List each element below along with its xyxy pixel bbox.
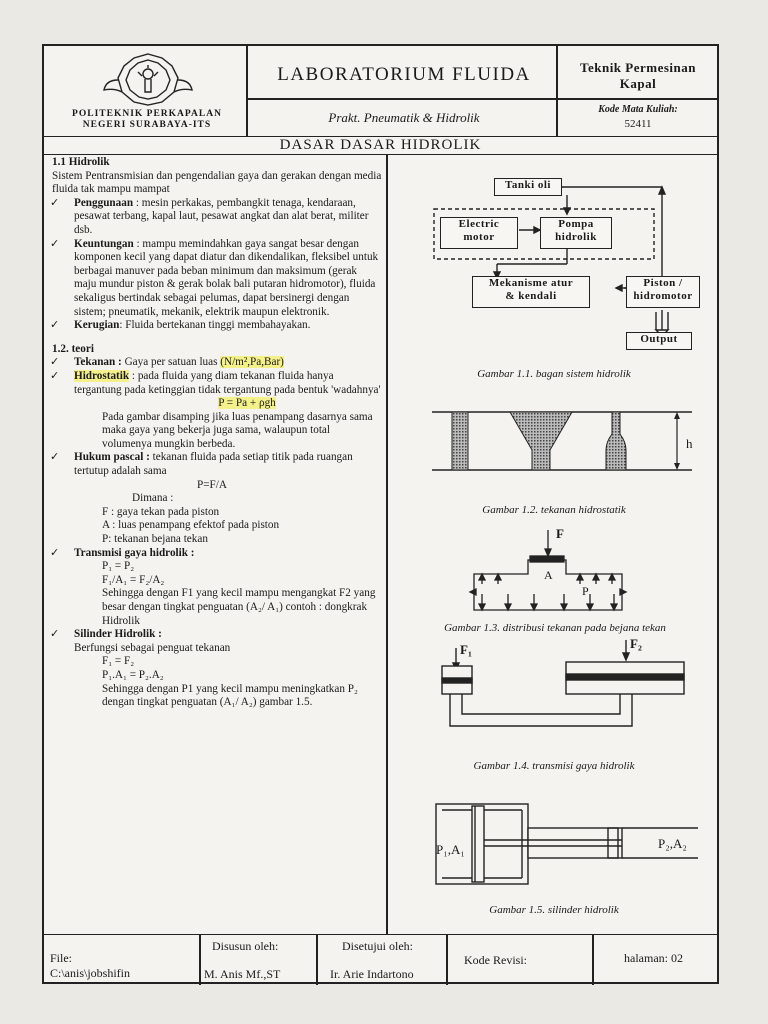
section-1-heading: 1.1 Hidrolik [52,156,110,168]
transmission-formula-2: F₁/A₁ = F₂/A₂ [102,573,165,586]
section-1-intro: Sistem Pentransmisian dan pengendalian gaya dan gerakan dengan media fluida tak mampu mampat [52,169,382,196]
control-block: Mekanisme atur & kendali [472,276,590,308]
output-block: Output [626,332,692,350]
where-a: A : luas penampang efektof pada piston [102,519,280,532]
check-icon: ✓ [50,237,60,250]
section-2-heading: 1.2. teori [52,342,94,355]
pump-block: Pompa hidrolik [540,217,612,249]
figure-1-4-caption: Gambar 1.4. transmisi gaya hidrolik [473,760,635,772]
cylinder-formula-2: P₁.A₁ = P₂.A₂ [102,668,164,681]
check-icon: ✓ [50,319,60,332]
electric-motor-block: Electric motor [440,217,518,249]
hydrostatic-vessels [432,404,712,478]
list-item-pascal: ✓ Hukum pascal : tekanan fluida pada setiap titik pada ruangan tertutup adalah sama [50,451,353,478]
p2-a2-label: P₂,A₂ [658,836,687,851]
revision-code-label: Kode Revisi: [464,953,527,967]
force-f-label: F [556,526,564,541]
check-icon: ✓ [50,451,60,464]
where-p: P: tekanan bejana tekan [102,533,208,546]
cylinder-text: Berfungsi sebagai penguat tekanan [74,641,231,654]
prepared-by-name: M. Anis Mf.,ST [204,967,281,981]
check-icon: ✓ [50,356,60,369]
check-icon: ✓ [50,196,60,209]
text-column [52,156,382,710]
list-item-hydrostatic: ✓ Hidrostatik : pada fluida yang diam tekanan fluida hanya tergantung pada ketinggian tidak tergantung pada bentuk 'wadahnya' [50,369,381,396]
figure-1-1-caption: Gambar 1.1. bagan sistem hidrolik [477,368,631,380]
list-item-transmission: ✓ Transmisi gaya hidrolik : [50,546,195,559]
institution-name: POLITEKNIK PERKAPALAN NEGERI SURABAYA-ITS [72,109,222,130]
check-icon: ✓ [50,546,60,559]
list-item-disadvantage: ✓ Kerugian: Fluida bertekanan tinggi membahayakan. [50,319,311,332]
cylinder-note: Sehingga dengan P1 yang kecil mampu meningkatkan P₂ dengan tingkat penguatan (A₁/ A₂) gambar 1.5. [102,682,358,709]
where-label: Dimana : [132,492,174,505]
list-item-advantage: ✓ Keuntungan : mampu memindahkan gaya sangat besar dengan komponen kecil yang dapat diatur dan dikendalikan, fleksibel untuk berbagai manuver pada beban minimum dan maksimum (gerak maju mundur piston & gerak bolak bali putaran hidromotor), fluida sekaligus bertindak sebagai pelumas, dapat bersinergi dengan sistem; pneumatik, mekanik, elektrik maupun elektronik. [50,237,379,318]
document-footer [44,934,717,985]
hydrostatic-note: Pada gambar disamping jika luas penampang dasarnya sama maka gaya yang bekerja juga sama, walaupun total volumenya mungkin berbeda. [102,410,373,450]
list-item-usage: ✓ Penggunaan : mesin perkakas, pembangkit tenaga, kendaraan, pesawat terbang, kapal laut, pesawat angkat dan alat berat, militer dsb. [50,196,369,236]
approved-by-label: Disetujui oleh: [342,939,413,953]
where-f: F : gaya tekan pada piston [102,505,220,518]
figure-1-2-caption: Gambar 1.2. tekanan hidrostatik [482,504,626,516]
oil-tank-block: Tanki oli [494,178,562,196]
department-name: Teknik Permesinan Kapal [579,60,696,91]
institution-logo [100,50,196,108]
figure-1-3-caption: Gambar 1.3. distribusi tekanan pada bejana tekan [444,622,666,634]
list-item-pressure: ✓ Tekanan : Gaya per satuan luas (N/m²,Pa,Bar) [50,356,284,369]
p1-a1-label: P₁,A₁ [436,842,465,857]
file-label: File: [50,951,73,965]
file-path: C:\anis\jobshifin [50,966,131,980]
prepared-by-label: Disusun oleh: [212,939,279,953]
cylinder-formula-1: F₁ = F₂ [102,655,135,668]
pressure-vessel [468,526,668,616]
height-label: h [686,436,693,451]
transmission-formula-1: P₁ = P₂ [102,560,135,573]
transmission-note: Sehingga dengan F1 yang kecil mampu mengangkat F2 yang besar dengan tingkat penguatan (A₂/ A₁) contoh : dongkrak Hidrolik [102,587,376,627]
document-header [44,46,717,137]
check-icon: ✓ [50,369,60,382]
list-item-cylinder: ✓ Silinder Hidrolik : [50,628,162,641]
practicum-title: Prakt. Pneumatik & Hidrolik [328,110,480,125]
section-title: DASAR DASAR HIDROLIK [44,136,717,155]
course-code: 52411 [624,118,652,130]
area-a-label: A [544,568,553,582]
document-sheet [42,44,719,984]
course-code-label: Kode Mata Kuliah: [598,104,678,115]
figure-1-5-caption: Gambar 1.5. silinder hidrolik [489,904,619,916]
pressure-p-label: P [582,584,589,598]
force-f2-label: F₂ [630,636,642,651]
approved-by-name: Ir. Arie Indartono [330,967,414,981]
check-icon: ✓ [50,628,60,641]
pascal-formula: P=F/A [197,478,227,491]
force-transmission-diagram [436,640,686,750]
piston-block: Piston / hidromotor [626,276,700,308]
lab-title: LABORATORIUM FLUIDA [277,64,531,85]
force-f1-label: F₁ [460,642,472,657]
hydrostatic-formula: P = Pa + ρgh [218,397,276,410]
page-number: halaman: 02 [624,951,683,965]
